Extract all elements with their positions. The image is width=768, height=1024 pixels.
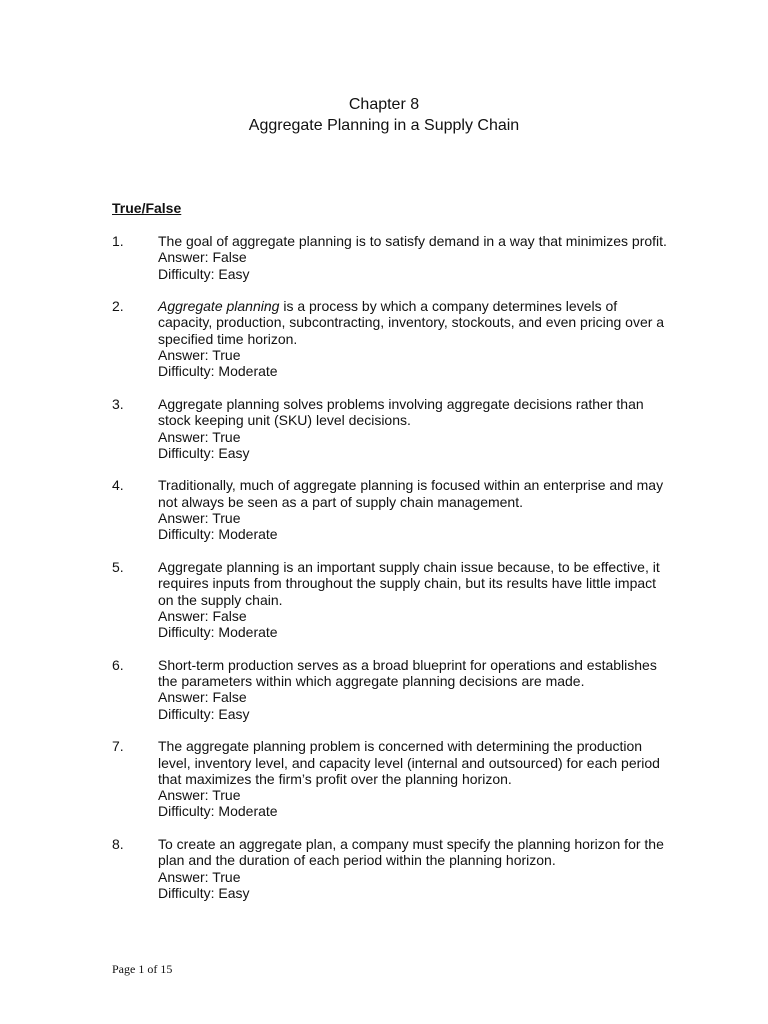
question-text-before: The goal of aggregate planning is to satisfy demand in a way that minimizes profit. [158,233,667,249]
question-answer: Answer: True [158,347,241,364]
question-item [112,477,672,542]
question-number: 7. [112,738,124,755]
question-text [158,657,672,690]
question-number: 8. [112,835,124,852]
question-difficulty: Difficulty: Easy [158,884,250,901]
question-answer: Answer: False [158,689,247,706]
question-text-before: Traditionally, much of aggregate planning is focused within an enterprise and may not always be seen as a part of supply chain management. [158,477,664,510]
question-text [158,738,672,787]
question-difficulty: Difficulty: Easy [158,705,250,722]
question-answer: Answer: True [158,787,241,804]
question-item [112,298,672,379]
question-body [158,477,672,542]
question-text-after: is a process by which a company determines levels of capacity, production, subcontracting, inventory, stockouts, and even pricing over a specified time horizon. [158,298,665,347]
question-text-before: Aggregate planning solves problems involving aggregate decisions rather than stock keeping unit (SKU) level decisions. [158,395,644,429]
question-answer: Answer: True [158,510,241,527]
question-answer: Answer: True [158,428,241,445]
question-item [112,559,672,640]
question-body [158,738,672,819]
chapter-number: Chapter 8 [348,96,420,113]
question-item [112,233,672,282]
question-text-before: Aggregate planning is an important supply chain issue because, to be effective, it requires inputs from throughout the supply chain, but its results have little impact on the supply chain. [158,558,660,608]
question-body [158,298,672,379]
question-text-before: The aggregate planning problem is concerned with determining the production level, inventory level, and capacity level (internal and outsourced) for each period that maximizes the firm’s profit over the planning horizon. [158,738,660,787]
question-difficulty: Difficulty: Easy [158,444,250,461]
question-text-before: To create an aggregate plan, a company must specify the planning horizon for the plan and the duration of each period within the planning horizon. [158,835,664,869]
question-item [112,738,672,819]
question-difficulty: Difficulty: Moderate [158,803,278,820]
question-difficulty: Difficulty: Easy [158,265,250,282]
question-number: 2. [112,298,124,315]
question-text [158,477,672,510]
question-answer: Answer: True [158,868,241,885]
section-heading: True/False [112,200,182,216]
question-body [158,559,672,640]
question-body [158,233,672,282]
question-answer: Answer: False [158,249,247,266]
question-difficulty: Difficulty: Moderate [158,526,278,543]
page-footer: Page 1 of 15 [112,962,173,976]
chapter-heading [0,94,768,136]
question-text [158,836,672,869]
question-body [158,657,672,722]
question-item [112,396,672,461]
question-difficulty: Difficulty: Moderate [158,363,278,380]
question-text [158,298,672,347]
question-number: 3. [112,395,124,412]
question-text-italic: Aggregate planning [158,298,280,315]
question-body [158,396,672,461]
question-list [112,233,672,917]
question-difficulty: Difficulty: Moderate [158,624,278,641]
question-number: 4. [112,477,124,494]
question-number: 5. [112,558,124,575]
question-answer: Answer: False [158,607,247,624]
question-text-before: Short-term production serves as a broad blueprint for operations and establishes the parameters within which aggregate planning decisions are made. [158,656,657,690]
chapter-title: Aggregate Planning in a Supply Chain [248,117,520,134]
question-number: 1. [112,233,124,249]
question-number: 6. [112,656,124,673]
question-item [112,657,672,722]
question-text [158,396,672,429]
question-text [158,233,672,249]
question-body [158,836,672,901]
question-text [158,559,672,608]
question-item [112,836,672,901]
